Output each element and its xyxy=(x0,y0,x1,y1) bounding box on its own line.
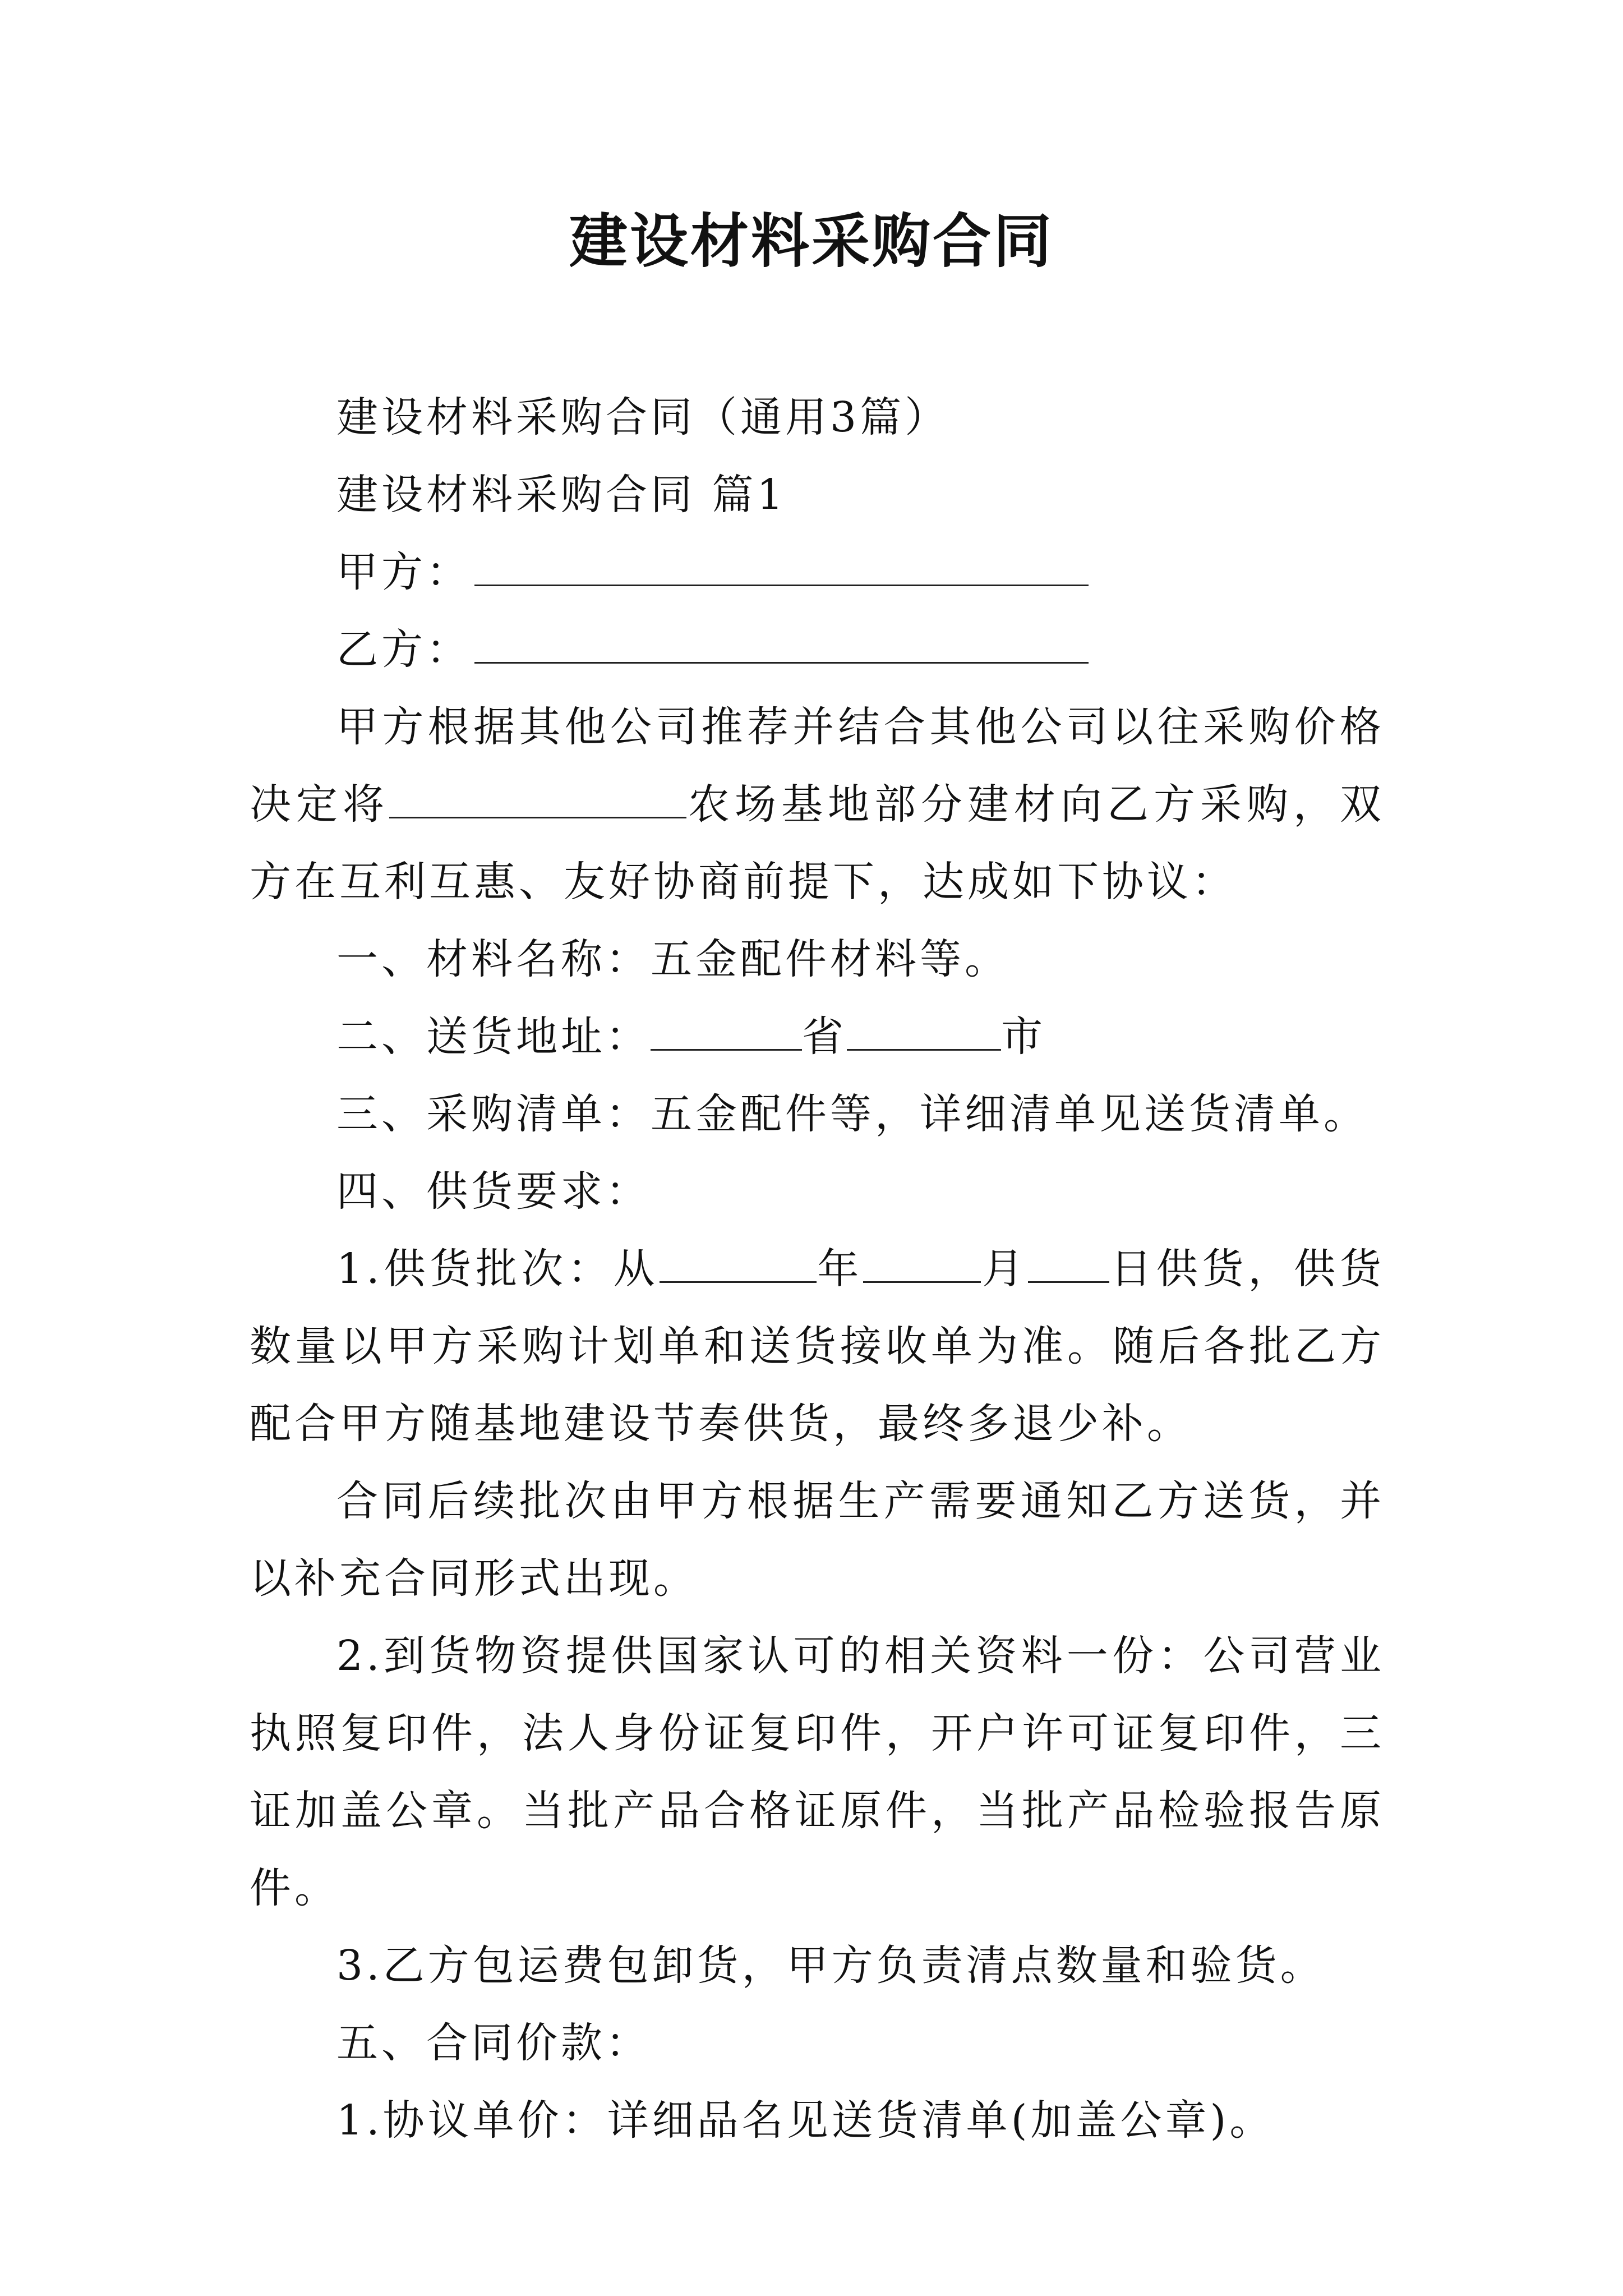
paragraph-unit-price: 1.协议单价：详细品名见送货清单(加盖公章)。 xyxy=(336,2096,1275,2145)
day-blank xyxy=(1028,1245,1109,1283)
document-body xyxy=(250,379,1385,2159)
supply-batch-text-b: 日供货，供货数量以甲方采购计划单和送货接收单为准。随后各批乙方配合甲方随基地建设节奏供货，最终多退少补。 xyxy=(250,1245,1385,1448)
paragraph-party-a xyxy=(250,533,1385,611)
province-blank xyxy=(651,1013,802,1051)
paragraph-documents: 2.到货物资提供国家认可的相关资料一份：公司营业执照复印件，法人身份证复印件，开户许可证复印件，三证加盖公章。当批产品合格证原件，当批产品检验报告原件。 xyxy=(250,1632,1385,1912)
paragraph-delivery-address xyxy=(250,998,1385,1075)
delivery-address-label: 二、送货地址： xyxy=(336,1013,651,1061)
province-label: 省 xyxy=(802,1013,847,1061)
document-title: 建设材料采购合同 xyxy=(569,206,1054,275)
year-label: 年 xyxy=(816,1245,864,1293)
month-label: 月 xyxy=(981,1245,1028,1293)
paragraph-freight: 3.乙方包运费包卸货，甲方负责清点数量和验货。 xyxy=(336,1941,1325,1990)
intro-text-b: 农场基地部分建材向乙方采购，双方在互利互惠、友好协商前提下，达成如下协议： xyxy=(250,780,1385,906)
paragraph-intro xyxy=(250,688,1385,921)
paragraph-party-b xyxy=(250,611,1385,688)
supply-batch-text-a: 1.供货批次：从 xyxy=(336,1245,660,1293)
city-blank xyxy=(847,1013,1001,1051)
paragraph-material-name: 一、材料名称：五金配件材料等。 xyxy=(336,935,1009,983)
month-blank xyxy=(863,1245,981,1283)
paragraph-supply-requirements: 四、供货要求： xyxy=(336,1167,651,1216)
party-b-label: 乙方： xyxy=(336,625,471,674)
paragraph-section-heading: 建设材料采购合同 篇1 xyxy=(336,471,787,519)
year-blank xyxy=(660,1245,817,1283)
city-label: 市 xyxy=(1001,1013,1046,1061)
paragraph-contract-price: 五、合同价款： xyxy=(336,2019,651,2067)
paragraph-supply-batch xyxy=(250,1230,1385,1462)
party-b-blank xyxy=(474,626,1089,664)
paragraph-subtitle: 建设材料采购合同（通用3篇） xyxy=(336,393,950,441)
paragraph-subsequent-batches: 合同后续批次由甲方根据生产需要通知乙方送货，并以补充合同形式出现。 xyxy=(250,1477,1385,1603)
farm-name-blank xyxy=(389,781,686,818)
intro-text-a: 甲方根据其他公司推荐并结合其他公司以往采购价格决定将 xyxy=(250,703,1385,829)
paragraph-purchase-list: 三、采购清单：五金配件等，详细清单见送货清单。 xyxy=(336,1090,1368,1138)
party-a-blank xyxy=(474,549,1089,586)
party-a-label: 甲方： xyxy=(336,548,471,596)
